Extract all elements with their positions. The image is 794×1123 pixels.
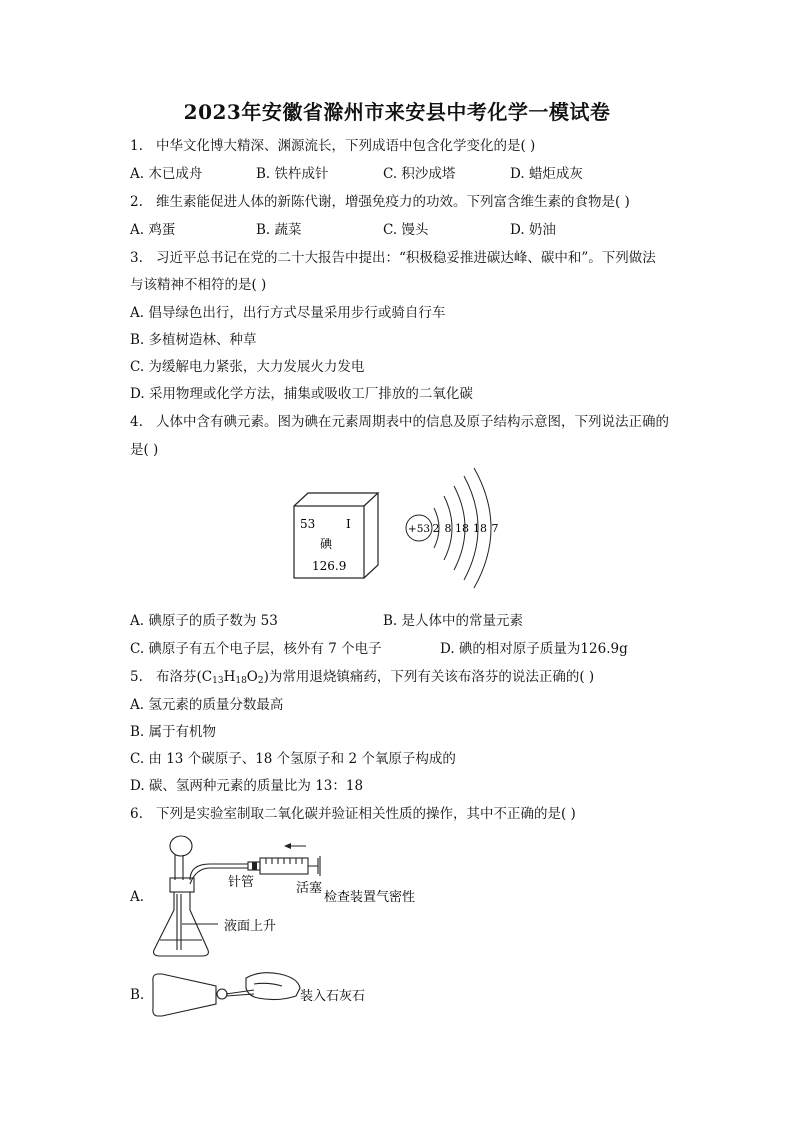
- subscript-o: 2: [257, 676, 264, 686]
- option-d: D. 碘的相对原子质量为126.9g: [440, 641, 628, 657]
- question-text: 中华文化博大精深、渊源流长，下列成语中包含化学变化的是( ): [156, 138, 536, 154]
- liquid-rise-label: 液面上升: [224, 919, 277, 934]
- option-d: D. 碳、氢两种元素的质量比为 13：18: [130, 778, 364, 794]
- load-limestone-figure: [150, 968, 380, 1020]
- flask-sideways: [153, 974, 216, 1016]
- airtightness-apparatus-figure: [148, 832, 438, 960]
- question-3-cont: 与该精神不相符的是( ): [130, 277, 267, 293]
- question-1: [130, 137, 535, 155]
- option-d: D. 蜡炬成灰: [510, 166, 583, 182]
- question-4-cont: 是( ): [130, 442, 159, 458]
- page-title: 2023年安徽省滁州市来安县中考化学一模试卷: [183, 100, 611, 124]
- nucleus-charge: +53: [407, 523, 431, 535]
- question-2: [130, 193, 630, 211]
- connector-fill: [252, 862, 257, 870]
- question-text-post: )为常用退烧镇痛药，下列有关该布洛芬的说法正确的( ): [263, 669, 595, 685]
- shell-electrons-1: 2: [432, 522, 440, 535]
- limestone-label: 装入石灰石: [300, 989, 366, 1004]
- question-number: 1.: [130, 138, 143, 154]
- question-number: 2.: [130, 194, 143, 210]
- option-c: C. 为缓解电力紧张，大力发展火力发电: [130, 359, 365, 375]
- plunger-label: 活塞: [296, 881, 323, 896]
- option-a: A. 木已成舟: [130, 166, 203, 182]
- question-text: 下列是实验室制取二氧化碳并验证相关性质的操作，其中不正确的是( ): [156, 806, 576, 822]
- stopper: [170, 878, 194, 892]
- element-cell-figure: [290, 490, 390, 582]
- limestone-piece: [217, 989, 227, 999]
- shell-electrons-3: 18: [455, 522, 469, 535]
- syringe-plunger: [308, 856, 320, 876]
- long-funnel-tube: [177, 894, 181, 950]
- question-number: 5.: [130, 669, 143, 685]
- subscript-h: 18: [235, 676, 247, 686]
- arrow-head: [284, 843, 291, 849]
- tweezers: [226, 990, 254, 994]
- question-number: 6.: [130, 806, 143, 822]
- atom-structure-figure: [400, 466, 510, 590]
- option-d: D. 奶油: [510, 222, 556, 238]
- formula-o: O: [246, 669, 258, 685]
- option-a: A. 氢元素的质量分数最高: [130, 697, 284, 713]
- atomic-mass: 126.9: [312, 559, 347, 573]
- option-d: D. 采用物理或化学方法，捕集或吸收工厂排放的二氧化碳: [130, 386, 473, 402]
- element-symbol: I: [346, 517, 351, 531]
- question-text-pre: 布洛芬(C: [156, 669, 213, 685]
- funnel-stem: [175, 855, 183, 880]
- question-5: [130, 668, 594, 690]
- option-c: C. 积沙成塔: [383, 166, 456, 182]
- option-c: C. 馒头: [383, 222, 429, 238]
- question-text: 人体中含有碘元素。图为碘在元素周期表中的信息及原子结构示意图，下列说法正确的: [156, 414, 669, 430]
- element-name: 碘: [320, 537, 333, 551]
- funnel-bulb: [170, 836, 192, 856]
- question-text: 习近平总书记在党的二十大报告中提出：“积极稳妥推进碳达峰、碳中和”。下列做法: [156, 250, 656, 266]
- question-number: 4.: [130, 414, 143, 430]
- option-a: A. 碘原子的质子数为 53: [130, 613, 278, 629]
- question-text: 维生素能促进人体的新陈代谢，增强免疫力的功效。下列富含维生素的食物是( ): [156, 194, 630, 210]
- option-b: B. 是人体中的常量元素: [383, 613, 524, 629]
- option-b: B. 蔬菜: [256, 222, 302, 238]
- cell-top-face: [294, 493, 378, 506]
- question-6: [130, 805, 576, 823]
- shell-electrons-4: 18: [473, 522, 487, 535]
- question-4: [130, 413, 669, 431]
- cell-side-face: [364, 493, 378, 578]
- check-label: 检查装置气密性: [324, 890, 416, 905]
- option-a: A. 鸡蛋: [130, 222, 176, 238]
- finger-line: [254, 983, 282, 986]
- option-b: B. 属于有机物: [130, 724, 217, 740]
- shell-electrons-2: 8: [444, 522, 452, 535]
- option-a-label: A.: [130, 889, 145, 905]
- question-number: 3.: [130, 250, 143, 266]
- subscript-c: 13: [212, 676, 224, 686]
- option-c: C. 由 13 个碳原子、18 个氢原子和 2 个氧原子构成的: [130, 751, 456, 767]
- atomic-number: 53: [300, 517, 316, 531]
- hand: [246, 973, 300, 1000]
- option-b-label: B.: [130, 987, 145, 1003]
- formula-h: H: [223, 669, 236, 685]
- shell-electrons-5: 7: [491, 522, 499, 535]
- syringe-scale: [266, 858, 302, 864]
- option-c: C. 碘原子有五个电子层，核外有 7 个电子: [130, 641, 382, 657]
- option-a: A. 倡导绿色出行，出行方式尽量采用步行或骑自行车: [130, 305, 446, 321]
- option-b: B. 铁杵成针: [256, 166, 329, 182]
- option-b: B. 多植树造林、种草: [130, 332, 257, 348]
- question-3: [130, 249, 656, 267]
- needle-label: 针管: [228, 875, 255, 890]
